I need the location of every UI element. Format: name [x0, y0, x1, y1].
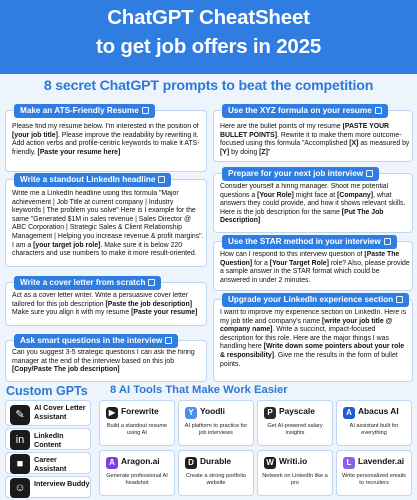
tool-name: Lavender.ai	[358, 456, 405, 466]
copy-icon[interactable]	[142, 107, 149, 114]
copy-icon[interactable]	[148, 279, 155, 286]
tool-logo-icon: P	[264, 407, 276, 419]
prompt-title-star: Use the STAR method in your interview	[222, 235, 397, 249]
custom-gpts-heading: Custom GPTs	[6, 384, 88, 398]
copy-icon[interactable]	[165, 337, 172, 344]
prompt-text-cover-letter: Act as a cover letter writer. Write a persuasive cover letter tailored for this job description [Paste the job description] Make sure you align it with my resume [Paste your resume]	[12, 292, 198, 317]
tool-description: Create a strong portfolio website	[185, 473, 246, 486]
prompt-title-cover-letter: Write a cover letter from scratch	[14, 276, 161, 290]
gpt-label: Career Assistant	[34, 455, 67, 473]
chat-icon: ☺	[10, 478, 30, 498]
tool-description: Generate professional AI headshot	[106, 473, 168, 486]
tool-description: Network on LinkedIn like a pro	[262, 473, 328, 486]
tool-card-durable[interactable]	[178, 450, 254, 496]
tool-card-forewrite[interactable]	[99, 400, 175, 446]
document-icon: ✎	[10, 405, 30, 425]
tool-name: Yoodli	[200, 406, 225, 416]
tool-card-yoodli[interactable]	[178, 400, 254, 446]
tool-name: Abacus AI	[358, 406, 399, 416]
prompt-title-xyz: Use the XYZ formula on your resume	[222, 104, 388, 118]
copy-icon[interactable]	[366, 170, 373, 177]
prompt-text-ats: Please find my resume below. I'm interested in the position of [your job title]. Please improve the readability by rewriting it. Add action verbs and profile-centric keywords to make it ATS-friendly. [Paste your resume here]	[12, 123, 200, 156]
tool-name: Payscale	[279, 406, 315, 416]
tool-name: Writi.io	[279, 456, 308, 466]
prompt-title-linkedin-headline: Write a standout LinkedIn headline	[14, 173, 171, 187]
prompt-text-linkedin-headline: Write me a LinkedIn headline using this formula "Major achievement | Job Title at current company | Industry keywords | The problem you solve" Here is I example for the same "Generated $1M in sales revenue | Sales Director @ ABC Corporation | Strategic Sales & Client Relationship Management | Helping you increase revenue & profit margins". I am a [your target job role]. Make sure it is below 220 characters and use numbers to make it more result-oriented.	[12, 190, 204, 258]
tool-name: Durable	[200, 456, 232, 466]
prompt-title-ats: Make an ATS-Friendly Resume	[14, 104, 155, 118]
page-subtitle: 8 secret ChatGPT prompts to beat the competition	[43, 78, 374, 94]
prompt-title-linkedin-experience: Upgrade your LinkedIn experience section	[222, 293, 409, 307]
tool-card-payscale[interactable]	[257, 400, 333, 446]
prompt-title-interview-questions: Ask smart questions in the interview	[14, 334, 178, 348]
tool-card-abacus-ai[interactable]	[336, 400, 412, 446]
tool-logo-icon: ▶	[106, 407, 118, 419]
tool-logo-icon: L	[343, 457, 355, 469]
gpt-label: LinkedIn Content	[34, 431, 64, 449]
tool-name: Aragon.ai	[121, 456, 160, 466]
page-title-line-2: to get job offers in 2025	[95, 35, 322, 58]
tool-logo-icon: A	[343, 407, 355, 419]
prompt-text-xyz: Here are the bullet points of my resume [PASTE YOUR BULLET POINTS]. Rewrite it to make them more outcome-focused using this formula "Accomplished [X] as measured by [Y] by doing [Z]"	[220, 123, 410, 156]
linkedin-icon: in	[10, 430, 30, 450]
gpt-interview-buddy[interactable]	[5, 476, 91, 498]
gpt-label: Interview Buddy	[34, 479, 90, 488]
gpt-label: AI Cover Letter Assistant	[34, 403, 86, 421]
tool-name: Forewrite	[121, 406, 159, 416]
tool-logo-icon: Y	[185, 407, 197, 419]
copy-icon[interactable]	[375, 107, 382, 114]
prompt-text-linkedin-experience: I want to improve my experience section on LinkedIn. Here is my job title and company's name [write your job title @ company name]. Write a succinct, impact-focused description for this role. Here are the major things I was handling here [Write down some pointers about your role & responsibility]. Give me the results in the form of bullet points.	[220, 309, 407, 368]
gpt-linkedin-content[interactable]	[5, 428, 91, 450]
tool-logo-icon: W	[264, 457, 276, 469]
tool-description: Get AI-powered salary insights	[267, 423, 323, 436]
prompt-text-interview-prep: Consider yourself a hiring manager. Shoot me potential questions a [Your Role] might face at [Company], what answers they could provide, and how it shows relevant skills. Here is the job description for the same [Put The Job Description]	[220, 183, 406, 225]
briefcase-icon: ■	[10, 454, 30, 474]
tool-card-writi-io[interactable]	[257, 450, 333, 496]
copy-icon[interactable]	[384, 238, 391, 245]
gpt-cover-letter-assistant[interactable]	[5, 400, 91, 426]
page-title-line-1: ChatGPT CheatSheet	[107, 6, 310, 29]
tool-logo-icon: D	[185, 457, 197, 469]
copy-icon[interactable]	[396, 296, 403, 303]
tool-logo-icon: A	[106, 457, 118, 469]
prompt-title-interview-prep: Prepare for your next job interview	[222, 167, 379, 181]
tool-description: AI assistant built for everything	[349, 423, 399, 436]
copy-icon[interactable]	[158, 176, 165, 183]
ai-tools-heading: 8 AI Tools That Make Work Easier	[110, 384, 288, 396]
tool-description: Write personalized emails to recruiters	[342, 473, 406, 486]
tool-card-lavender-ai[interactable]	[336, 450, 412, 496]
tool-description: Build a standout resume using AI	[106, 423, 168, 436]
tool-description: AI platform to practice for job interviews	[184, 423, 248, 436]
gpt-career-assistant[interactable]	[5, 452, 91, 474]
prompt-text-interview-questions: Can you suggest 3-5 strategic questions I can ask the hiring manager at the end of the interview based on this job [Copy/Paste The job description]	[12, 349, 195, 374]
header-banner	[0, 0, 417, 74]
tool-card-aragon-ai[interactable]	[99, 450, 175, 496]
prompt-text-star: How can I respond to this interview question of [Paste The Question] for a [Your Target Role] role? Also, please provide a sample answer in the STAR format which could be answered in under 2 minutes.	[220, 251, 410, 284]
